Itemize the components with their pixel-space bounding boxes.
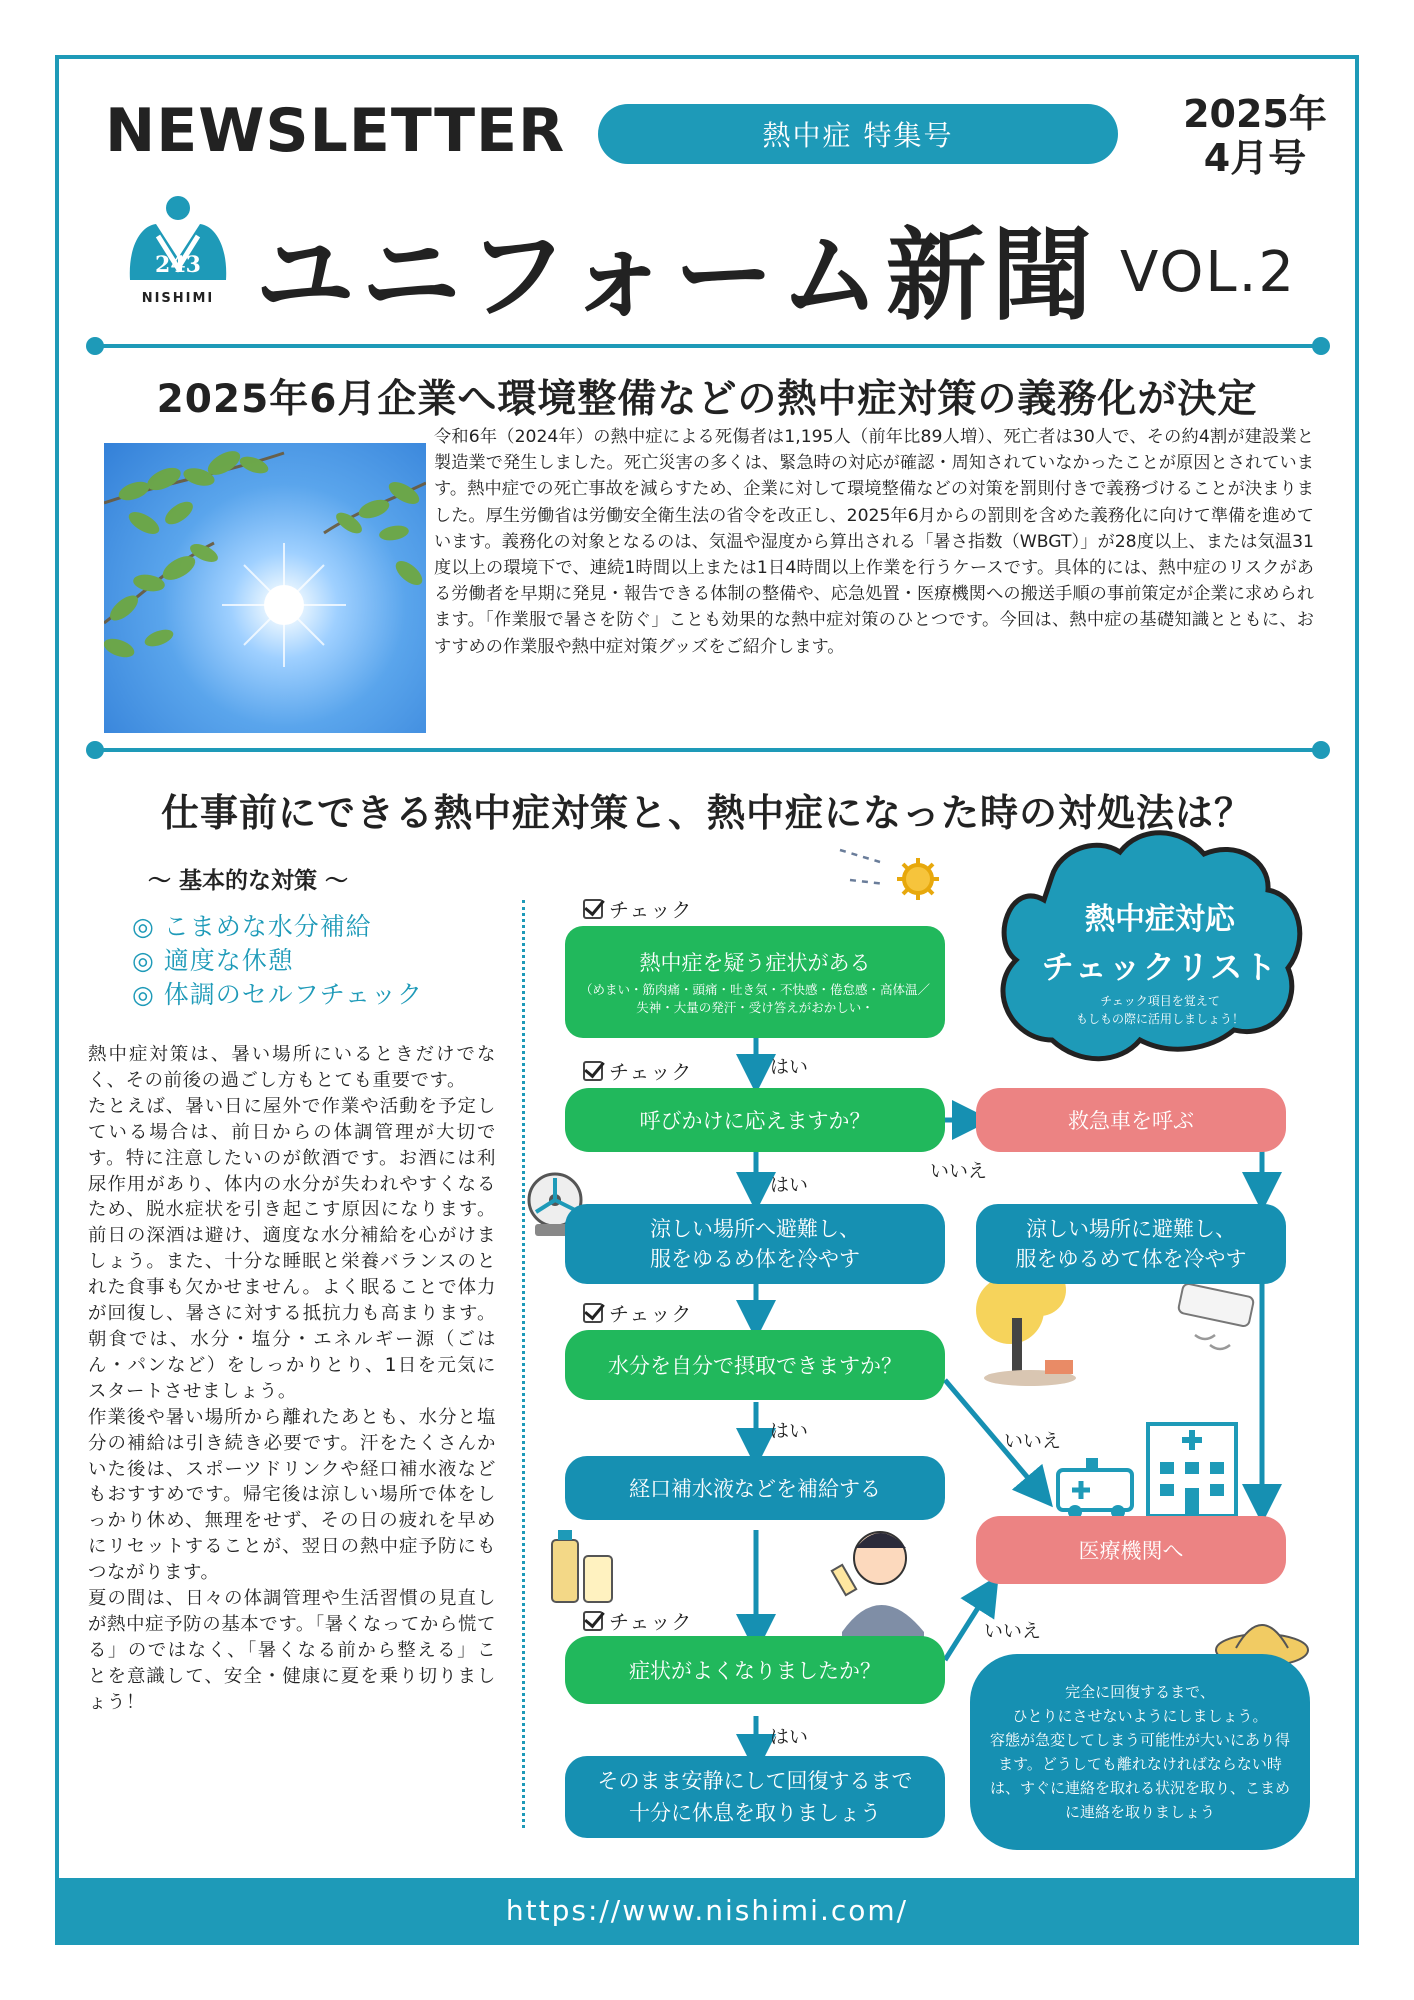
basic-item: ◎ 体調のセルフチェック xyxy=(132,980,424,1009)
caution-note xyxy=(970,1654,1310,1850)
checkbox-icon xyxy=(583,1611,603,1631)
hospital-box: 医療機関へ xyxy=(976,1516,1286,1584)
note-line2: ひとりにさせないようにしましょう。 xyxy=(1012,1707,1268,1725)
checklist-sub-1: チェック項目を覚えて xyxy=(1100,994,1220,1008)
drink-bottles-icon xyxy=(552,1530,612,1602)
footer-url[interactable]: https://www.nishimi.com/ xyxy=(57,1878,1357,1942)
note-line1: 完全に回復するまで、 xyxy=(1065,1683,1215,1701)
cool-right-line1: 涼しい場所に避難し、 xyxy=(1026,1217,1236,1241)
rest-line1: そのまま安静にして回復するまで xyxy=(597,1769,913,1793)
cool-left-line1: 涼しい場所へ避難し、 xyxy=(650,1217,860,1241)
cool-down-left xyxy=(565,1204,945,1284)
basic-measures-title: ～ 基本的な対策 ～ xyxy=(148,868,349,894)
yes-label: はい xyxy=(770,1726,809,1748)
rest-box xyxy=(565,1756,945,1838)
rest-line2: 十分に休息を取りましょう xyxy=(629,1801,881,1825)
cool-down-right xyxy=(976,1204,1286,1284)
no-label: いいえ xyxy=(1004,1430,1062,1452)
checkbox-icon xyxy=(583,1303,603,1323)
checklist-sub-2: もしもの際に活用しましょう！ xyxy=(1075,1012,1244,1026)
logo-brand: NISHIMI xyxy=(141,291,215,306)
newsletter-label: NEWSLETTER xyxy=(105,96,566,166)
yes-label: はい xyxy=(770,1420,809,1442)
note-line3: 容態が急変してしまう可能性が大いにあり得ます。どうしても離れなければならない時は、すぐに連絡を取れる状況を取り、こまめに連絡を取りましょう xyxy=(989,1731,1290,1821)
ors-box: 経口補水液などを補給する xyxy=(565,1456,945,1520)
yes-label: はい xyxy=(770,1174,809,1196)
checklist-title-2: チェックリスト xyxy=(1041,948,1279,986)
check-label: チェック xyxy=(583,1606,692,1635)
basic-item: ◎ 適度な休憩 xyxy=(132,946,294,975)
yes-label: はい xyxy=(770,1056,809,1078)
step-responds: 呼びかけに応えますか？ xyxy=(565,1088,945,1152)
step-symptoms-title: 熱中症を疑う症状がある xyxy=(639,951,871,975)
masthead-title: ユニフォーム新聞 xyxy=(255,217,1098,334)
ambulance-box: 救急車を呼ぶ xyxy=(976,1088,1286,1152)
ambulance-icon xyxy=(1058,1458,1132,1519)
step-drink: 水分を自分で摂取できますか？ xyxy=(565,1330,945,1400)
logo-number: 243 xyxy=(155,252,201,278)
no-label: いいえ xyxy=(930,1160,988,1182)
article2-body: 熱中症対策は、暑い場所にいるときだけでなく、その前後の過ごし方もとても重要です。 たとえば、暑い日に屋外で作業や活動を予定している場合は、前日からの体調管理が大切です。特に注意したいのが飲酒です。お酒には利尿作用があり、体内の水分が失われやすくなるため、脱水症状を引き起こす原因になります。前日の深酒は避け、適度な水分補給を心がけましょう。また、十分な睡眠と栄養バランスのとれた食事も欠かせません。よく眠ることで体力が回復し、暑さに対する抵抗力も高まります。朝食では、水分・塩分・エネルギー源（ごはん・パンなど）をしっかりとり、1日を元気にスタートさせましょう。 作業後や暑い場所から離れたあとも、水分と塩分の補給は引き続き必要です。汗をたくさんかいた後は、スポーツドリンクや経口補水液などもおすすめです。帰宅後は涼しい場所で体をしっかり休め、無理をせず、その日の疲れを早めにリセットすることが、翌日の熱中症予防にもつながります。 夏の間は、日々の体調管理や生活習慣の見直しが熱中症予防の基本です。「暑くなってから慌てる」のではなく、「暑くなる前から整える」ことを意識して、安全・健康に夏を乗り切りましょう！ xyxy=(88,1044,496,1713)
article1-headline: 2025年6月企業へ環境整備などの熱中症対策の義務化が決定 xyxy=(156,377,1258,422)
checkbox-icon xyxy=(583,1061,603,1081)
issue-month: 4月号 xyxy=(1203,136,1307,180)
step-symptoms xyxy=(565,926,945,1038)
article2-headline: 仕事前にできる熱中症対策と、熱中症になった時の対処法は？ xyxy=(160,791,1253,835)
cool-right-line2: 服をゆるめて体を冷やす xyxy=(1015,1247,1247,1271)
checklist-title-1: 熱中症対応 xyxy=(1085,902,1235,937)
checkbox-icon xyxy=(583,899,603,919)
drinking-person-icon xyxy=(832,1532,924,1638)
check-label: チェック xyxy=(583,894,692,923)
article1-body: 令和6年（2024年）の熱中症による死傷者は1,195人（前年比89人増）、死亡者は30人で、その約4割が建設業と製造業で発生しました。死亡災害の多くは、緊急時の対応が確認・周知されていなかったことが原因とされています。熱中症での死亡事故を減らすため、企業に対して環境整備などの対策を罰則付きで義務づけることが決まりました。厚生労働省は労働安全衛生法の省令を改正し、2025年6月からの罰則を含めた義務化に向けて準備を進めています。義務化の対象となるのは、気温や湿度から算出される「暑さ指数（WBGT）」が28度以上、または気温31度以上の環境下で、連続1時間以上または1日4時間以上作業を行うケースです。具体的には、熱中症のリスクがある労働者を早期に発見・報告できる体制の整備や、応急処置・医療機関への搬送手順の事前策定が企業に求められます。「作業服で暑さを防ぐ」ことも効果的な熱中症対策のひとつです。今回は、熱中症の基礎知識とともに、おすすめの作業服や熱中症対策グッズをご紹介します。 xyxy=(434,427,1314,657)
step-improved: 症状がよくなりましたか？ xyxy=(565,1636,945,1704)
special-issue-badge: 熱中症 特集号 xyxy=(598,104,1118,164)
step-symptoms-detail: （めまい・筋肉痛・頭痛・吐き気・不快感・倦怠感・高体温／失神・大量の発汗・受け答えがおかしい・ xyxy=(579,982,930,1015)
check-label: チェック xyxy=(583,1298,692,1327)
no-label: いいえ xyxy=(984,1620,1042,1642)
cool-left-line2: 服をゆるめ体を冷やす xyxy=(650,1247,860,1271)
issue-year: 2025年 xyxy=(1183,92,1327,136)
basic-item: ◎ こまめな水分補給 xyxy=(132,912,372,941)
check-label: チェック xyxy=(583,1056,692,1085)
sun-icon xyxy=(897,858,939,900)
volume-label: VOL.2 xyxy=(1120,240,1297,305)
hospital-icon xyxy=(1148,1424,1236,1516)
air-conditioner-icon xyxy=(1178,1283,1255,1349)
